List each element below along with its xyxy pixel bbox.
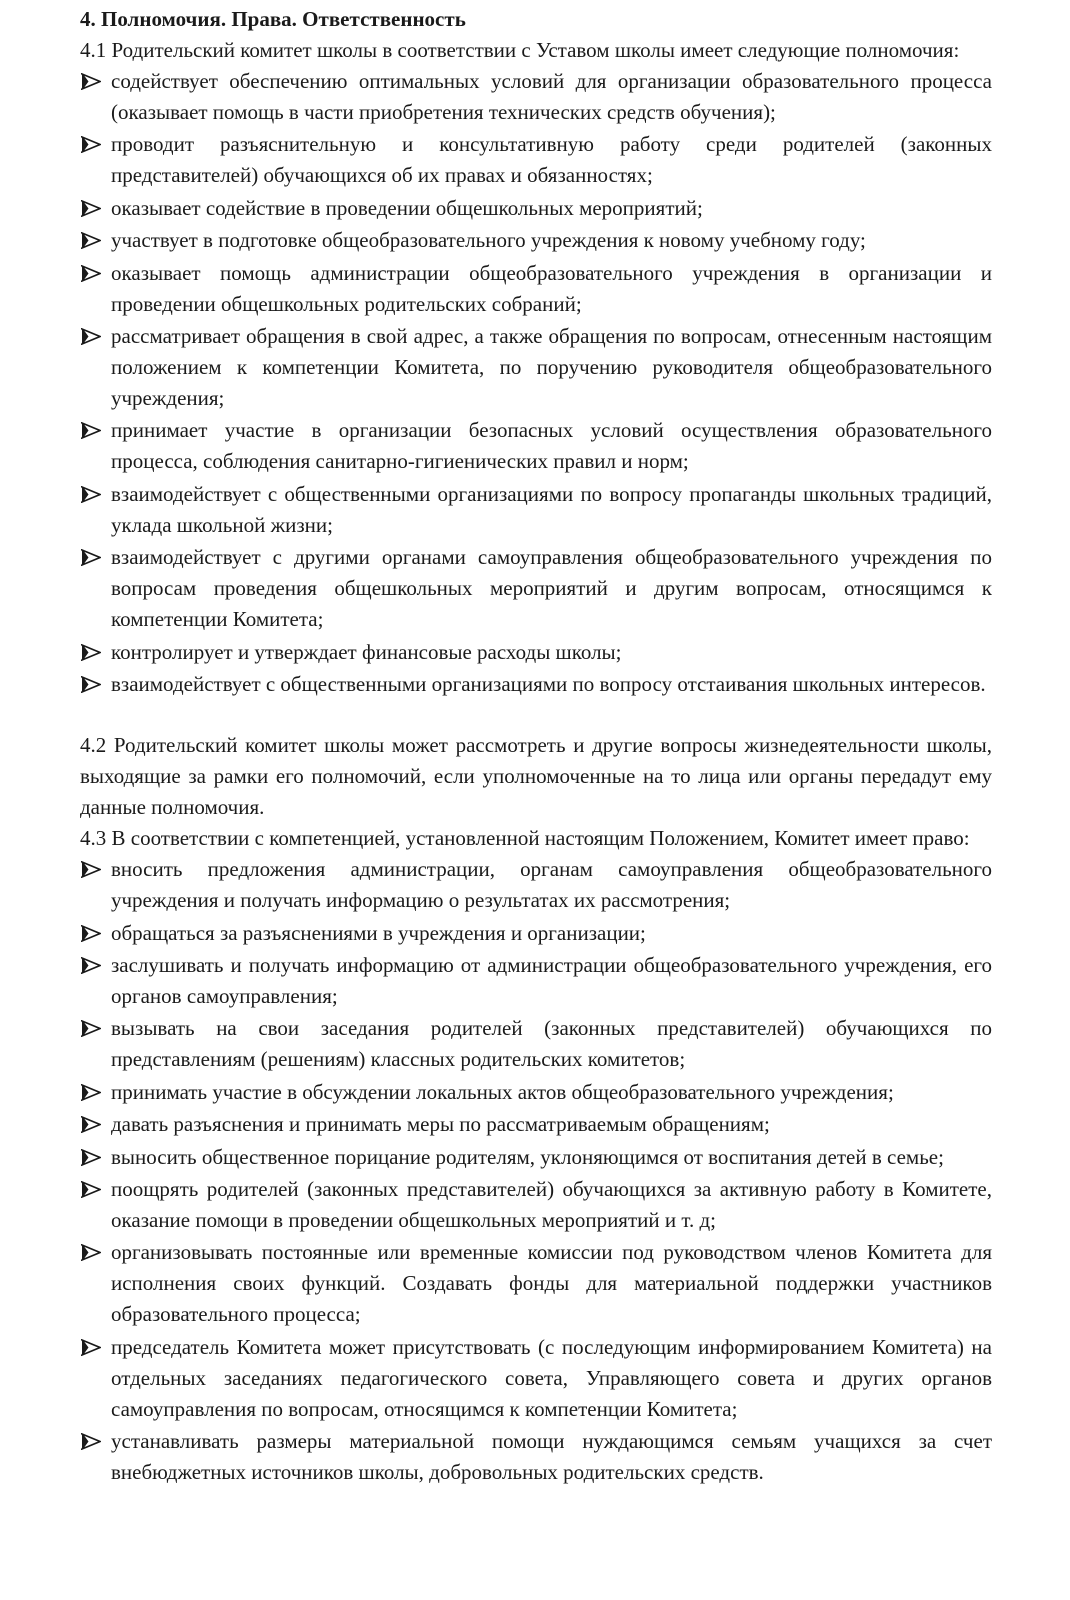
arrowhead-bullet-icon — [80, 415, 104, 446]
arrowhead-bullet-icon — [80, 225, 104, 256]
paragraph-4-2: 4.2 Родительский комитет школы может рассмотреть и другие вопросы жизнедеятельности школы, выходящие за рамки его полномочий, если уполномоченные на то лица или органы передадут ему данные полномочия. — [80, 733, 992, 820]
list-item — [80, 637, 992, 668]
list-item-text: обращаться за разъяснениями в учреждения и организации; — [111, 920, 646, 945]
list-item — [80, 1109, 992, 1140]
list-item-text: устанавливать размеры материальной помощи нуждающимся семьям учащихся за счет внебюджетных источников школы, добровольных родительских средств. — [111, 1429, 992, 1485]
section-heading: 4. Полномочия. Права. Ответственность — [80, 7, 466, 31]
list-item-text: контролирует и утверждает финансовые расходы школы; — [111, 639, 622, 664]
arrowhead-bullet-icon — [80, 321, 104, 352]
arrowhead-bullet-icon — [80, 1109, 104, 1140]
list-item — [80, 1237, 992, 1330]
list-item — [80, 129, 992, 191]
list-item-text: принимать участие в обсуждении локальных актов общеобразовательного учреждения; — [111, 1079, 894, 1104]
list-item — [80, 479, 992, 541]
list-item — [80, 918, 992, 949]
arrowhead-bullet-icon — [80, 193, 104, 224]
list-item-text: взаимодействует с общественными организациями по вопросу отстаивания школьных интересов. — [111, 671, 986, 696]
arrowhead-bullet-icon — [80, 1332, 104, 1363]
arrowhead-bullet-icon — [80, 1013, 104, 1044]
arrowhead-bullet-icon — [80, 950, 104, 981]
list-item-text: взаимодействует с общественными организациями по вопросу пропаганды школьных традиций, уклада школьной жизни; — [111, 481, 992, 537]
list-item — [80, 542, 992, 635]
list-item — [80, 321, 992, 414]
list-item-text: принимает участие в организации безопасных условий осуществления образовательного процесса, соблюдения санитарно-гигиенических правил и норм; — [111, 418, 992, 474]
rights-list — [80, 854, 992, 1488]
list-item — [80, 1142, 992, 1173]
list-item-text: заслушивать и получать информацию от администрации общеобразовательного учреждения, его органов самоуправления; — [111, 953, 992, 1009]
paragraph-4-1: 4.1 Родительский комитет школы в соответствии с Уставом школы имеет следующие полномочия: — [80, 38, 960, 62]
spacer — [80, 701, 992, 730]
list-item — [80, 1013, 992, 1075]
list-item — [80, 950, 992, 1012]
arrowhead-bullet-icon — [80, 129, 104, 160]
list-item — [80, 225, 992, 256]
list-item — [80, 1077, 992, 1108]
arrowhead-bullet-icon — [80, 637, 104, 668]
list-item-text: рассматривает обращения в свой адрес, а также обращения по вопросам, отнесенным настоящим положением к компетенции Комитета, по поручению руководителя общеобразовательного учреждения; — [111, 323, 992, 410]
list-item-text: оказывает содействие в проведении общешкольных мероприятий; — [111, 195, 703, 220]
list-item-text: организовывать постоянные или временные комиссии под руководством членов Комитета для исполнения своих функций. Создавать фонды для материальной поддержки участников образовательного процесса; — [111, 1240, 992, 1327]
arrowhead-bullet-icon — [80, 258, 104, 289]
arrowhead-bullet-icon — [80, 669, 104, 700]
list-item-text: давать разъяснения и принимать меры по рассматриваемым обращениям; — [111, 1112, 770, 1137]
list-item — [80, 854, 992, 916]
list-item-text: оказывает помощь администрации общеобразовательного учреждения в организации и проведении общешкольных родительских собраний; — [111, 260, 992, 316]
list-item — [80, 415, 992, 477]
list-item-text: председатель Комитета может присутствовать (с последующим информированием Комитета) на отдельных заседаниях педагогического совета, Управляющего совета и других органов самоуправления по вопросам, относящимся к компетенции Комитета; — [111, 1334, 992, 1421]
paragraph-4-3: 4.3 В соответствии с компетенцией, установленной настоящим Положением, Комитет имеет право: — [80, 826, 970, 851]
list-item — [80, 193, 992, 224]
list-item-text: проводит разъяснительную и консультативную работу среди родителей (законных представителей) обучающихся об их правах и обязанностях; — [111, 132, 992, 188]
document-page — [80, 4, 992, 1490]
arrowhead-bullet-icon — [80, 479, 104, 510]
arrowhead-bullet-icon — [80, 1426, 104, 1457]
list-item — [80, 66, 992, 128]
arrowhead-bullet-icon — [80, 1174, 104, 1205]
list-item — [80, 258, 992, 320]
list-item — [80, 1426, 992, 1488]
list-item-text: содействует обеспечению оптимальных условий для организации образовательного процесса (оказывает помощь в части приобретения технических средств обучения); — [111, 69, 992, 124]
arrowhead-bullet-icon — [80, 918, 104, 949]
list-item-text: выносить общественное порицание родителям, уклоняющимся от воспитания детей в семье; — [111, 1144, 944, 1169]
list-item — [80, 1174, 992, 1236]
list-item — [80, 1332, 992, 1425]
arrowhead-bullet-icon — [80, 542, 104, 573]
arrowhead-bullet-icon — [80, 854, 104, 885]
list-item — [80, 669, 992, 700]
powers-list — [80, 66, 992, 700]
arrowhead-bullet-icon — [80, 1077, 104, 1108]
list-item-text: поощрять родителей (законных представителей) обучающихся за активную работу в Комитете, оказание помощи в проведении общешкольных мероприятий и т. д; — [111, 1177, 992, 1233]
list-item-text: вносить предложения администрации, органам самоуправления общеобразовательного учреждения и получать информацию о результатах их рассмотрения; — [111, 857, 992, 913]
list-item-text: вызывать на свои заседания родителей (законных представителей) обучающихся по представлениям (решениям) классных родительских комитетов; — [111, 1016, 992, 1072]
arrowhead-bullet-icon — [80, 1237, 104, 1268]
arrowhead-bullet-icon — [80, 1142, 104, 1173]
list-item-text: участвует в подготовке общеобразовательного учреждения к новому учебному году; — [111, 228, 866, 253]
arrowhead-bullet-icon — [80, 66, 104, 97]
list-item-text: взаимодействует с другими органами самоуправления общеобразовательного учреждения по вопросам проведения общешкольных мероприятий и другим вопросам, относящимся к компетенции Комитета; — [111, 545, 992, 632]
